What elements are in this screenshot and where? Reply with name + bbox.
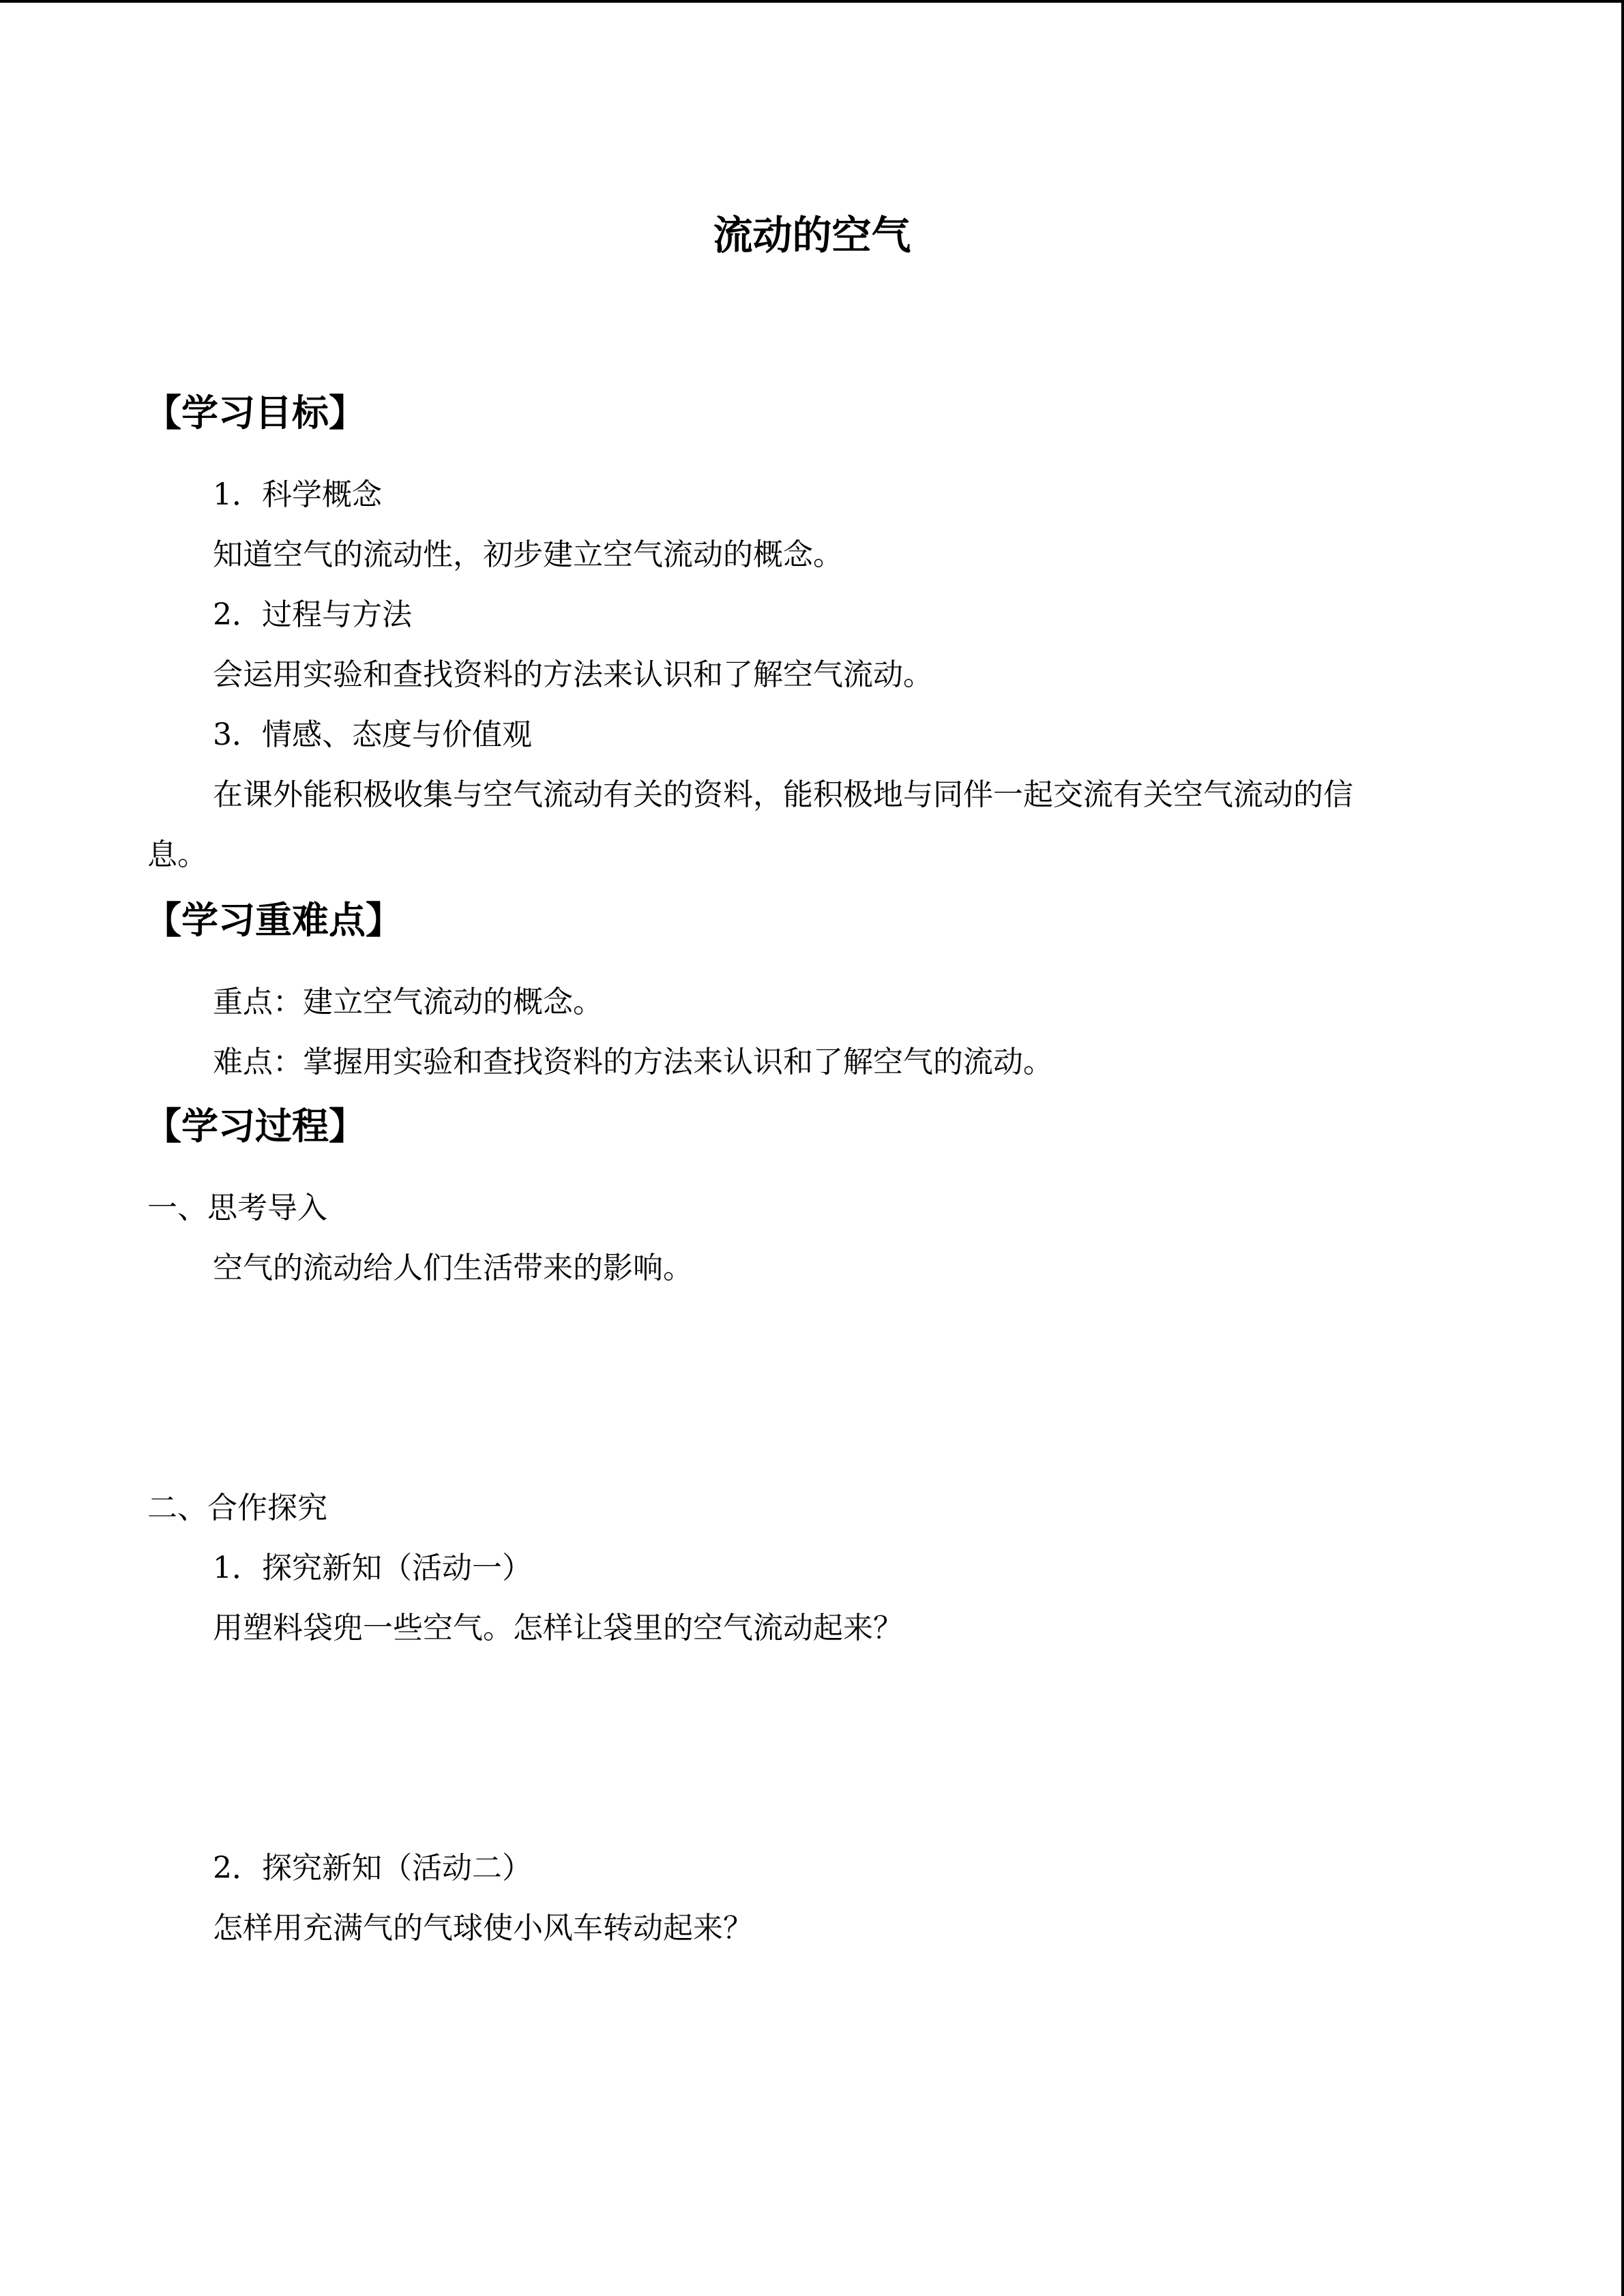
part2-label: 二、合作探究 (147, 1491, 327, 1525)
objective-3-text-line1: 在课外能积极收集与空气流动有关的资料，能积极地与同伴一起交流有关空气流动的信 (213, 777, 1353, 812)
objective-2-text: 会运用实验和查找资料的方法来认识和了解空气流动。 (213, 657, 933, 692)
objective-2-label: 2．过程与方法 (213, 597, 412, 632)
objective-3-text-line2: 息。 (147, 837, 207, 872)
difficulty-text: 难点：掌握用实验和查找资料的方法来认识和了解空气的流动。 (213, 1045, 1053, 1079)
process-heading: 【学习过程】 (145, 1104, 366, 1148)
page-border-top (0, 0, 1624, 3)
part1-label: 一、思考导入 (147, 1191, 327, 1225)
page-border-right (1621, 0, 1624, 2296)
objectives-heading: 【学习目标】 (145, 391, 366, 434)
activity2-label: 2．探究新知（活动二） (213, 1851, 532, 1885)
objective-1-text: 知道空气的流动性，初步建立空气流动的概念。 (213, 537, 843, 572)
part1-text: 空气的流动给人们生活带来的影响。 (213, 1251, 693, 1285)
key-points-heading: 【学习重难点】 (145, 898, 402, 942)
document-title: 流动的空气 (713, 212, 911, 258)
activity1-label: 1．探究新知（活动一） (213, 1551, 532, 1585)
activity1-text: 用塑料袋兜一些空气。怎样让袋里的空气流动起来？ (213, 1611, 903, 1645)
activity2-text: 怎样用充满气的气球使小风车转动起来？ (213, 1911, 753, 1945)
objective-3-label: 3．情感、态度与价值观 (213, 717, 532, 752)
objective-1-label: 1．科学概念 (213, 477, 382, 512)
focus-text: 重点：建立空气流动的概念。 (213, 985, 603, 1019)
